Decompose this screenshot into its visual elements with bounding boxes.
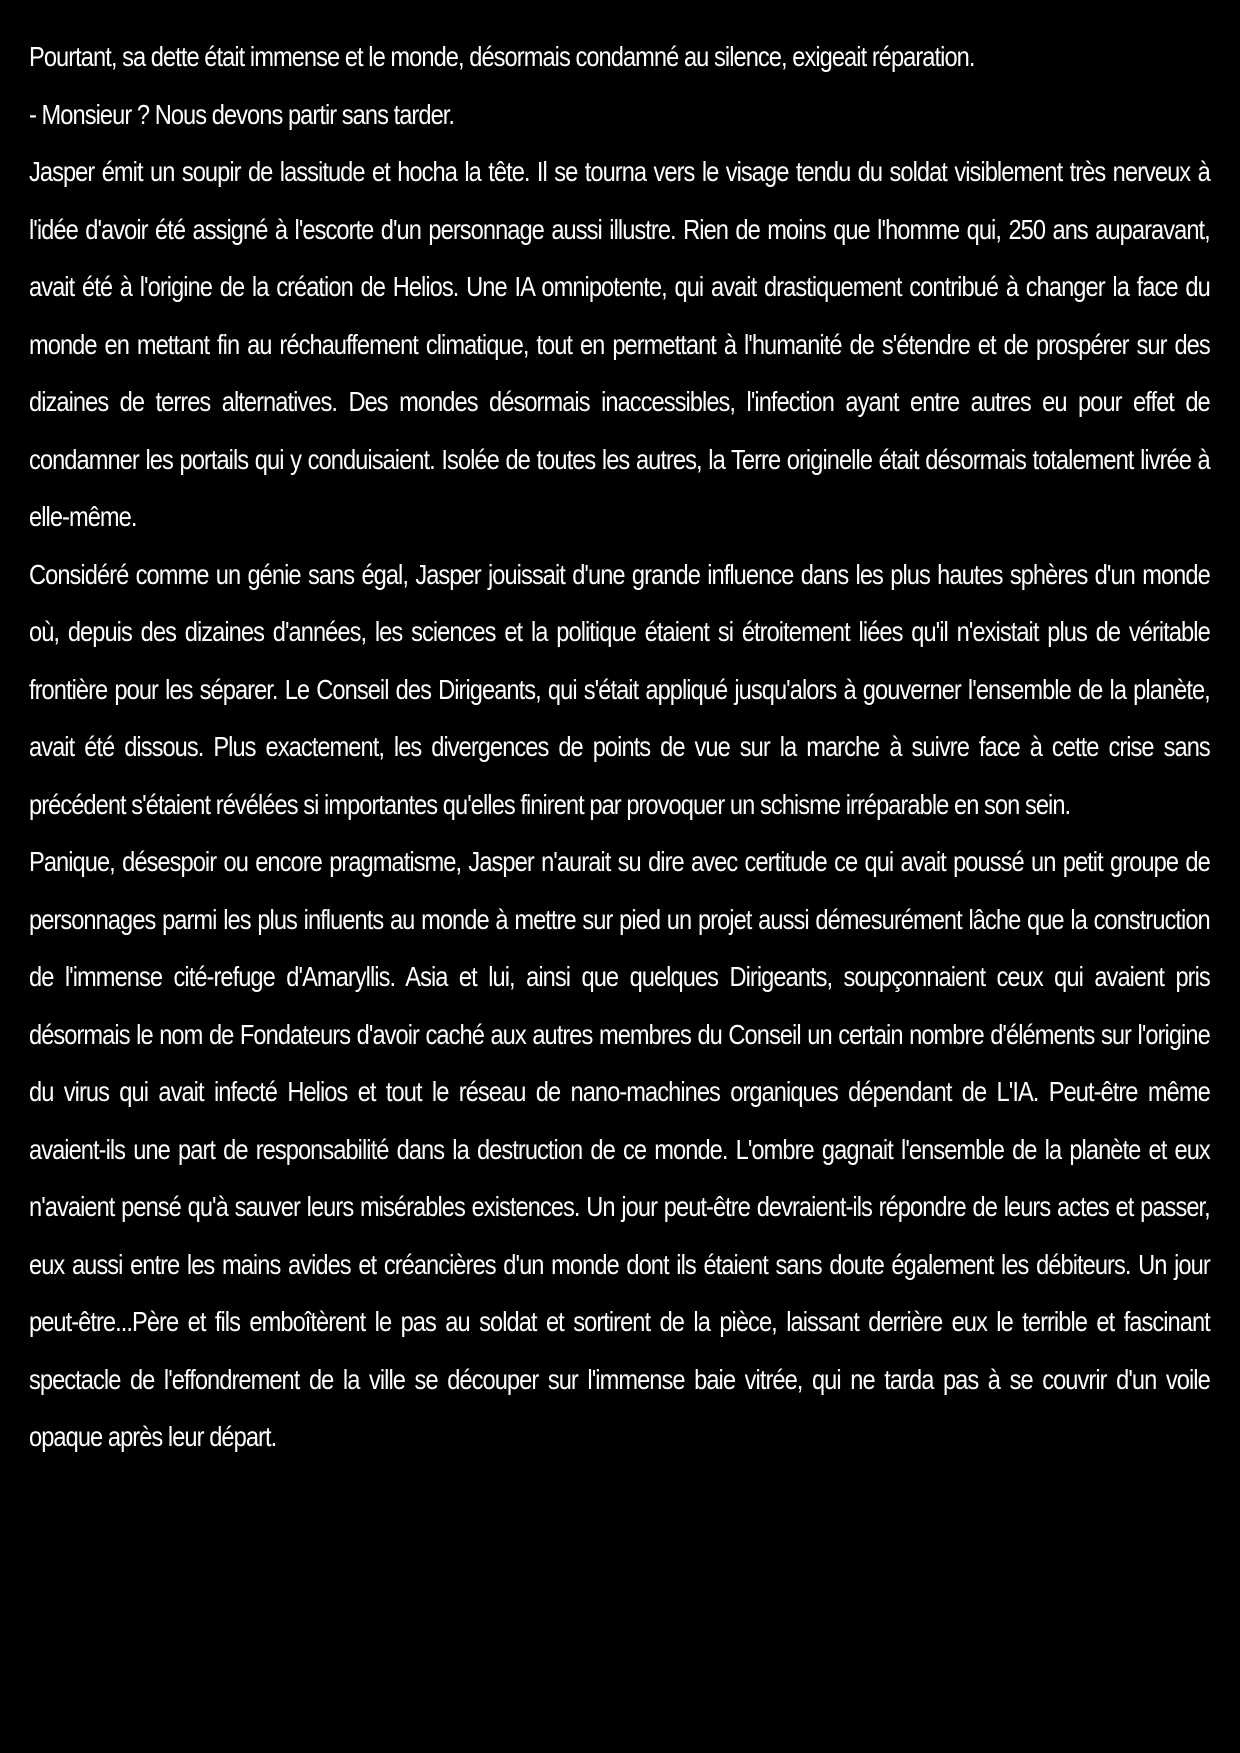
paragraph-2-dialogue: - Monsieur ? Nous devons partir sans tarder. <box>29 98 455 130</box>
paragraph-5: Panique, désespoir ou encore pragmatisme, Jasper n'aurait su dire avec certitude ce qui avait poussé un petit groupe de personnages parmi les plus influents au monde à mettre sur pied un projet aussi démesurément lâche que la construction de l'immense cité-refuge d'Amaryllis. Asia et lui, ainsi que quelques Dirigeants, soupçonnaient ceux qui avaient pris désormais le nom de Fondateurs d'avoir caché aux autres membres du Conseil un certain nombre d'éléments sur l'origine du virus qui avait infecté Helios et tout le réseau de nano-machines organiques dépendant de L'IA. Peut-être même avaient-ils une part de responsabilité dans la destruction de ce monde. L'ombre gagnait l'ensemble de la planète et eux n'avaient pensé qu'à sauver leurs misérables existences. Un jour peut-être devraient-ils répondre de leurs actes et passer, eux aussi entre les mains avides et créancières d'un monde dont ils étaient sans doute également les débiteurs. Un jour peut-être...Père et fils emboîtèrent le pas au soldat et sortirent de la pièce, laissant derrière eux le terrible et fascinant spectacle de l'effondrement de la ville se découper sur l'immense baie vitrée, qui ne tarda pas à se couvrir d'un voile opaque après leur départ. <box>29 846 1210 1452</box>
document-page <box>29 28 1210 1466</box>
paragraph-1: Pourtant, sa dette était immense et le monde, désormais condamné au silence, exigeait réparation. <box>29 41 975 72</box>
paragraph-4: Considéré comme un génie sans égal, Jasper jouissait d'une grande influence dans les plus hautes sphères d'un monde où, depuis des dizaines d'années, les sciences et la politique étaient si étroitement liées qu'il n'existait plus de véritable frontière pour les séparer. Le Conseil des Dirigeants, qui s'était appliqué jusqu'alors à gouverner l'ensemble de la planète, avait été dissous. Plus exactement, les divergences de points de vue sur la marche à suivre face à cette crise sans précédent s'étaient révélées si importantes qu'elles finirent par provoquer un schisme irréparable en son sein. <box>29 558 1210 820</box>
paragraph-3: Jasper émit un soupir de lassitude et hocha la tête. Il se tourna vers le visage tendu du soldat visiblement très nerveux à l'idée d'avoir été assigné à l'escorte d'un personnage aussi illustre. Rien de moins que l'homme qui, 250 ans auparavant, avait été à l'origine de la création de Helios. Une IA omnipotente, qui avait drastiquement contribué à changer la face du monde en mettant fin au réchauffement climatique, tout en permettant à l'humanité de s'étendre et de prospérer sur des dizaines de terres alternatives. Des mondes désormais inaccessibles, l'infection ayant entre autres eu pour effet de condamner les portails qui y conduisaient. Isolée de toutes les autres, la Terre originelle était désormais totalement livrée à elle-même. <box>29 156 1210 532</box>
